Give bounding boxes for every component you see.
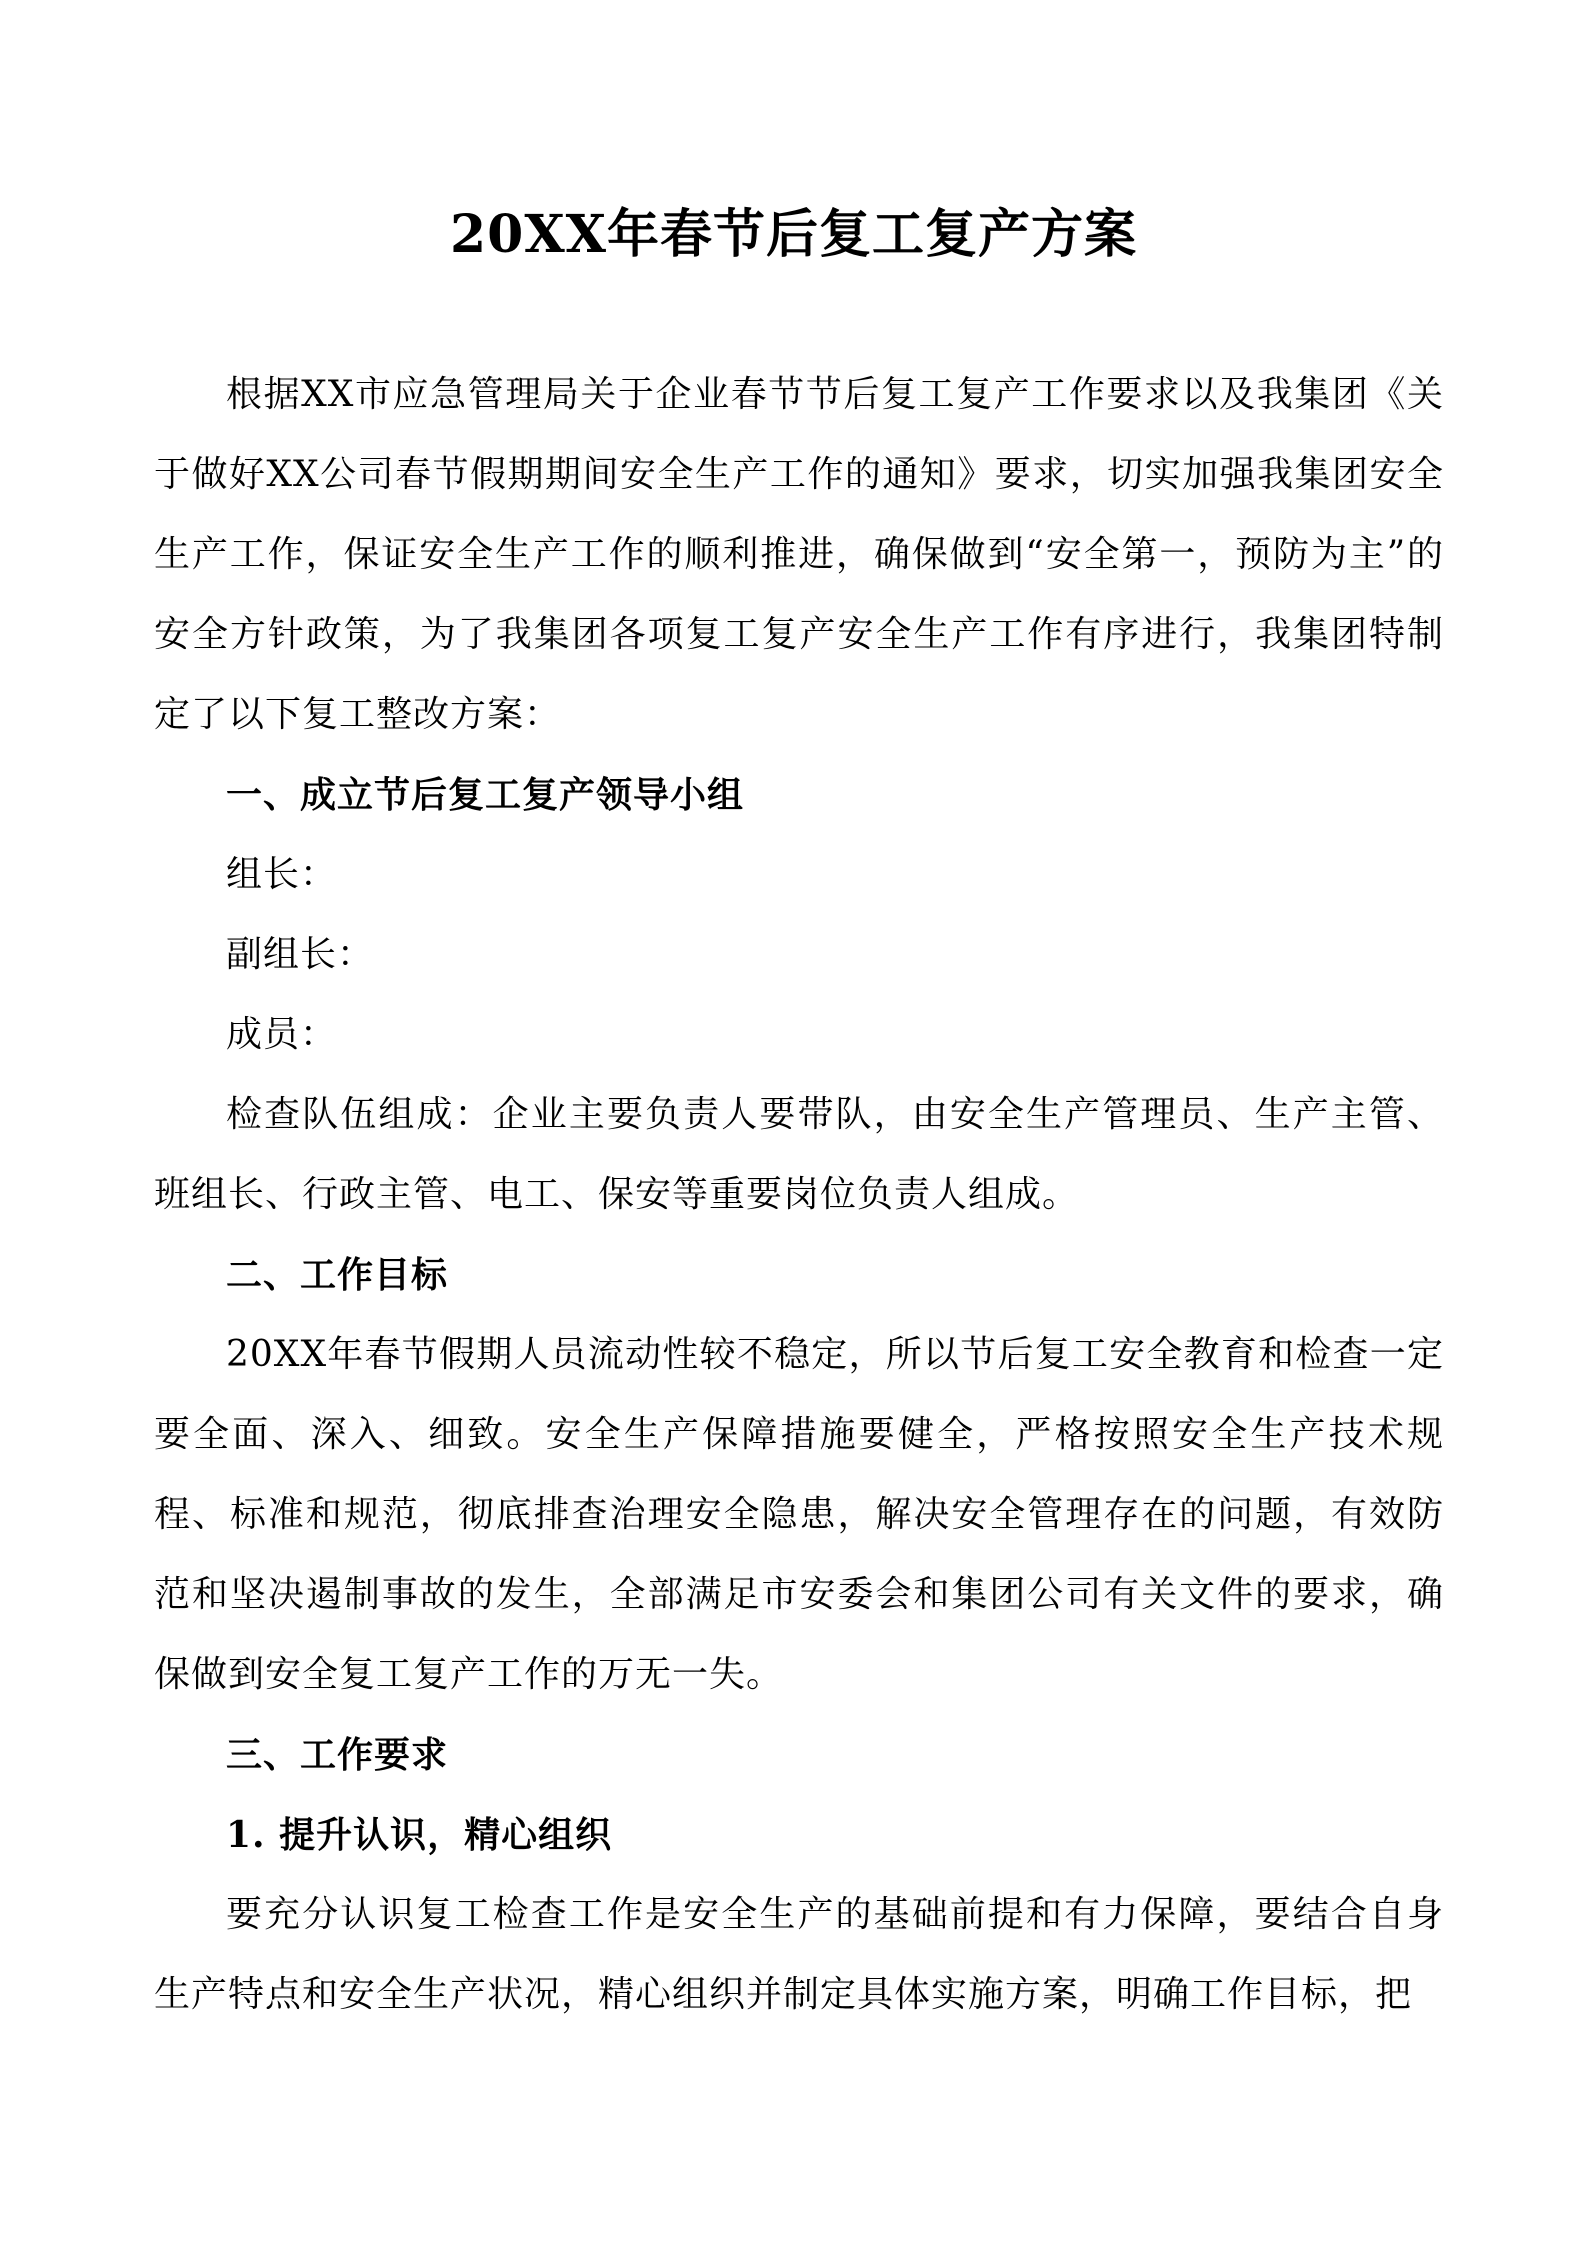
intro-paragraph: 根据XX市应急管理局关于企业春节节后复工复产工作要求以及我集团《关于做好XX公司春节假期期间安全生产工作的通知》要求，切实加强我集团安全生产工作，保证安全生产工作的顺利推进，确保做到“安全第一，预防为主”的安全方针政策，为了我集团各项复工复产安全生产工作有序进行，我集团特制定了以下复工整改方案： — [154, 374, 1444, 735]
section-heading-2: 二、工作目标 — [226, 1254, 449, 1296]
section-heading-3: 三、工作要求 — [226, 1734, 449, 1776]
document-title: 20XX年春节后复工复产方案 — [449, 204, 1138, 265]
deputy-leader-line: 副组长： — [226, 934, 375, 975]
document-body — [154, 355, 1444, 2035]
inspection-team-paragraph: 检查队伍组成：企业主要负责人要带队，由安全生产管理员、生产主管、班组长、行政主管、电工、保安等重要岗位负责人组成。 — [154, 1094, 1444, 1215]
leader-line: 组长： — [226, 854, 338, 895]
requirements-paragraph: 要充分认识复工检查工作是安全生产的基础前提和有力保障，要结合自身生产特点和安全生产状况，精心组织并制定具体实施方案，明确工作目标，把 — [154, 1894, 1444, 2015]
members-line: 成员： — [226, 1014, 338, 1055]
subsection-heading-1: 1. 提升认识，精心组织 — [226, 1814, 613, 1856]
section-heading-1: 一、成立节后复工复产领导小组 — [226, 774, 745, 816]
goals-paragraph: 20XX年春节假期人员流动性较不稳定，所以节后复工安全教育和检查一定要全面、深入、细致。安全生产保障措施要健全，严格按照安全生产技术规程、标准和规范，彻底排查治理安全隐患，解决安全管理存在的问题，有效防范和坚决遏制事故的发生，全部满足市安委会和集团公司有关文件的要求，确保做到安全复工复产工作的万无一失。 — [154, 1334, 1444, 1695]
